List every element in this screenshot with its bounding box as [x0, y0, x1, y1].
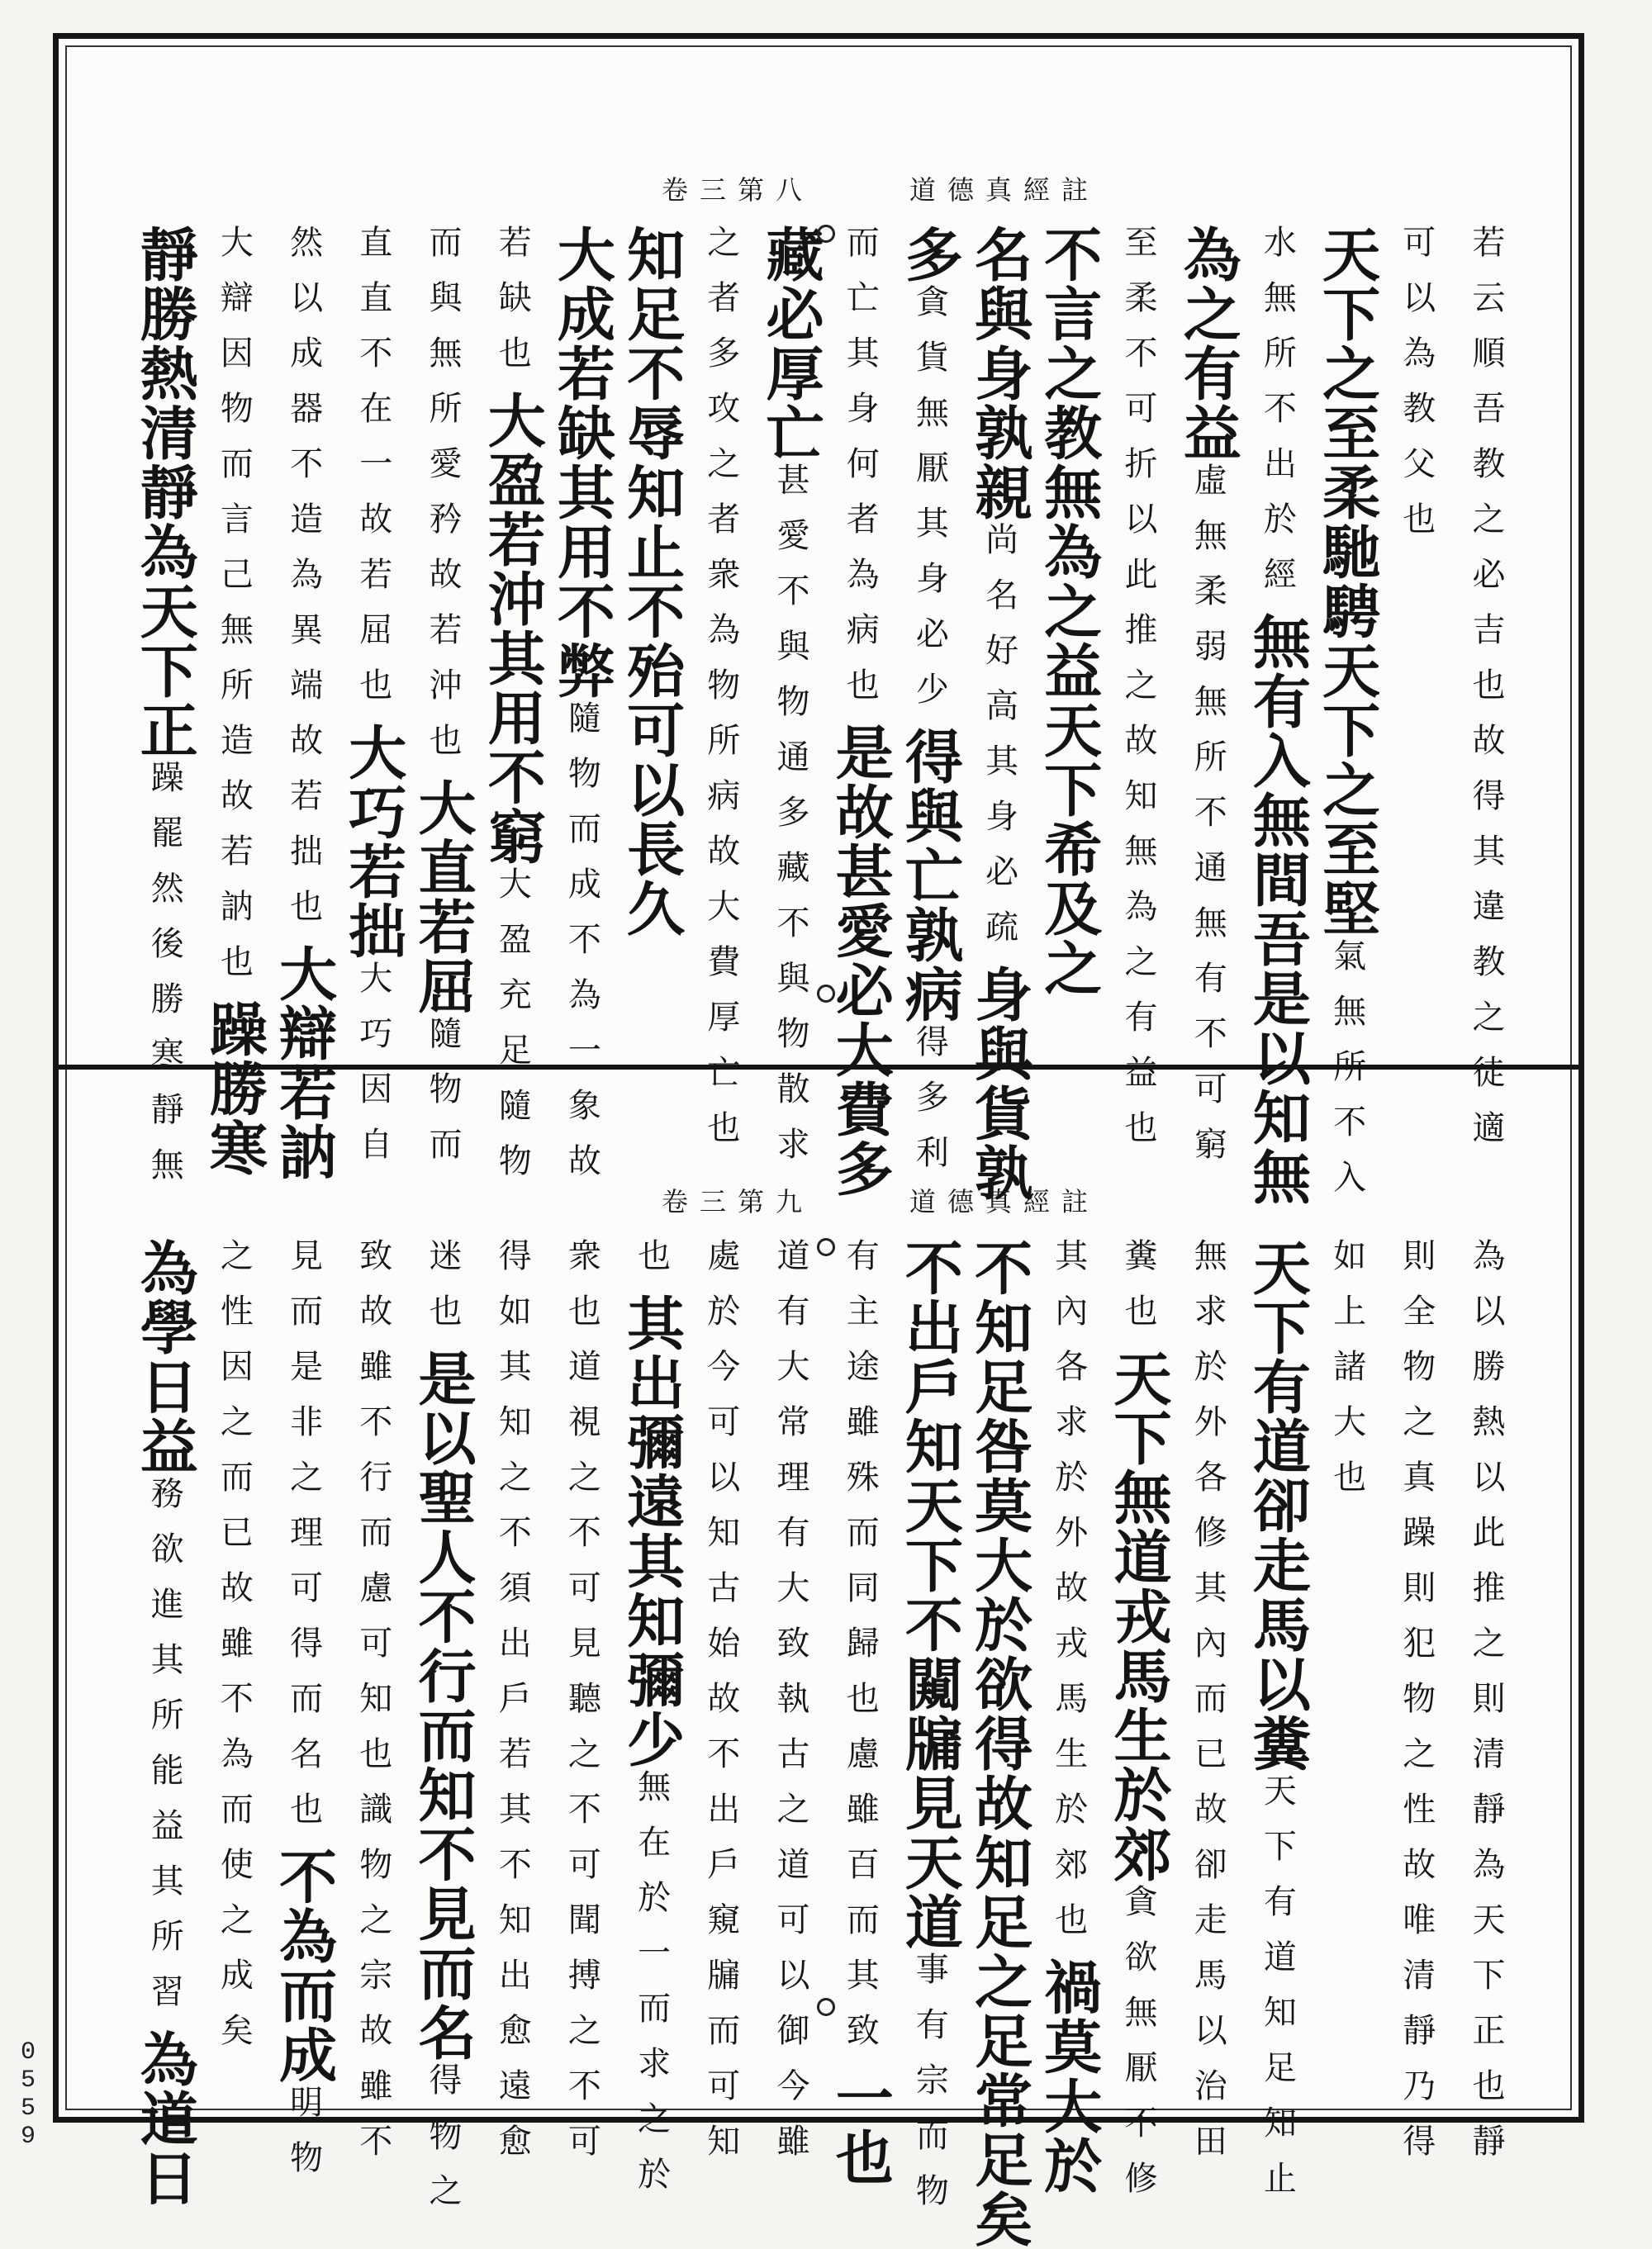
- main-text: 不為而成: [269, 1847, 339, 2085]
- bottom-text-column: [1242, 1238, 1313, 2216]
- top-text-column: [547, 225, 617, 1198]
- main-text: 躁勝寒: [200, 999, 269, 1178]
- commentary-text: 躁罷然後勝寒靜無: [145, 760, 184, 1203]
- main-text: 為之有益: [1174, 225, 1243, 463]
- main-text: 名與身孰親: [965, 225, 1034, 522]
- main-text: 天下有道卻走馬以糞: [1243, 1238, 1313, 1773]
- main-text: 為學日益: [131, 1238, 200, 1476]
- bottom-text-column: [1382, 1238, 1451, 2179]
- bottom-header-volume: 卷三第九: [662, 1186, 814, 1217]
- main-text: 多: [895, 225, 965, 284]
- commentary-text: 若云順吾教之必吉也故得其違教之徒適: [1466, 225, 1505, 1165]
- commentary-text: 衆也道視之不可見聽之不可聞搏之不可: [563, 1238, 601, 2179]
- top-text-column: [1104, 225, 1173, 1165]
- commentary-text: 處於今可以知古始故不出戶窺牖而可知: [701, 1238, 740, 2179]
- main-text: 不出戶知天下不闚牖見天道: [895, 1238, 965, 1952]
- top-text-column: [130, 225, 200, 1203]
- top-header-volume: 卷三第八: [662, 174, 814, 206]
- main-text: 為道日: [131, 2029, 200, 2208]
- bottom-text-column: [1312, 1238, 1381, 2068]
- section-circle-mark: [817, 1238, 835, 1256]
- commentary-text: 糞也: [1118, 1238, 1157, 1349]
- main-text: 大盈若沖其用不窮: [478, 391, 548, 866]
- commentary-text: 為以勝熱以此推之則清靜為天下正也靜: [1466, 1238, 1505, 2179]
- commentary-text: 得如其知之不須出戶若其不知出愈遠愈: [493, 1238, 532, 2179]
- main-text: 無有入無間吾是以知無: [1243, 612, 1313, 1207]
- bottom-text-column: [756, 1238, 825, 2179]
- main-text: 大成若缺其用不弊: [548, 225, 617, 700]
- commentary-text: 無在於一而求之於: [632, 1769, 671, 2212]
- main-text: 大巧若拙: [339, 723, 408, 961]
- bottom-text-column: [1104, 1238, 1173, 2216]
- page-number-digit: 5: [20, 2066, 36, 2095]
- main-text: 身與貨孰: [965, 965, 1034, 1203]
- bottom-text-column: [1034, 1238, 1104, 2195]
- commentary-text: 迷也: [423, 1238, 462, 1349]
- commentary-text: 道有大常理有大致執古之道可以御今雖: [771, 1238, 809, 2179]
- commentary-text: 之性因之而已故雖不為而使之成矣: [215, 1238, 254, 2068]
- top-text-column: [1382, 225, 1451, 1055]
- bottom-text-column: [408, 1238, 477, 2228]
- commentary-text: 隨物而成不為一象故: [563, 700, 601, 1198]
- commentary-text: 得物之: [423, 2062, 462, 2228]
- commentary-text: 虛無柔弱無所不通無有不可窮: [1189, 463, 1227, 1182]
- main-text: 天下之至柔馳騁天下之至堅: [1313, 225, 1382, 938]
- bottom-text-column: [477, 1238, 547, 2179]
- commentary-text: 有主途雖殊而同歸也慮雖百而其致: [841, 1238, 880, 2068]
- bottom-text-column: [686, 1238, 756, 2179]
- page-number-digit: 0: [20, 2038, 36, 2066]
- top-text-column: [199, 225, 269, 1178]
- main-text: 不言之教無為之益天下希及之: [1034, 225, 1104, 998]
- section-circle-mark: [817, 985, 835, 1003]
- top-text-column: [1451, 225, 1521, 1165]
- top-text-column: [408, 225, 477, 1182]
- top-text-column: [1173, 225, 1243, 1182]
- commentary-text: 得多利: [910, 1024, 949, 1190]
- top-header-title: 道德真經註: [909, 174, 1100, 206]
- commentary-text: 直直不在一故若屈也: [354, 225, 392, 723]
- commentary-text: 事有宗而物: [910, 1952, 949, 2228]
- page-number-digit: 9: [20, 2123, 36, 2151]
- top-text-column: [1242, 225, 1313, 1207]
- commentary-text: 隨物而: [423, 1016, 462, 1182]
- commentary-text: 若缺也: [493, 225, 532, 391]
- commentary-text: 其內各求於外故戎馬生於郊也: [1049, 1238, 1088, 1957]
- commentary-text: 貪貨無厭其身必少: [910, 284, 949, 727]
- commentary-text: 致故雖不行而慮可知也識物之宗故雖不: [354, 1238, 392, 2179]
- commentary-text: 大辯因物而言己無所造故若訥也: [215, 225, 254, 999]
- bottom-text-column: [130, 1238, 200, 2208]
- bottom-text-column: [825, 1238, 895, 2187]
- commentary-text: 務欲進其所能益其所習: [145, 1476, 184, 2029]
- bottom-text-column: [964, 1238, 1034, 2249]
- page-number-digit: 5: [20, 2095, 36, 2123]
- top-text-column: [964, 225, 1034, 1203]
- bottom-text-column: [1451, 1238, 1521, 2179]
- commentary-text: 氣無所不入: [1327, 938, 1366, 1215]
- top-text-column: [616, 225, 686, 1055]
- commentary-text: 而與無所愛矜故若沖也: [423, 225, 462, 778]
- main-text: 不知足咎莫大於欲得故知足之足常足矣: [965, 1238, 1034, 2249]
- main-text: 是故甚愛必大費多: [826, 723, 895, 1198]
- commentary-text: 也: [632, 1238, 671, 1293]
- main-text: 知足不辱知止不殆可以長久: [617, 225, 686, 938]
- section-circle-mark: [817, 225, 835, 243]
- top-text-column: [339, 225, 408, 1182]
- main-text: 藏必厚亡: [756, 225, 825, 463]
- main-text: 天下無道戎馬生於郊: [1104, 1349, 1173, 1884]
- commentary-text: 見而是非之理可得而名也: [284, 1238, 323, 1847]
- main-text: 大辯若訥: [269, 944, 339, 1182]
- commentary-text: 貪欲無厭不修: [1118, 1884, 1157, 2216]
- commentary-text: 之者多攻之者衆為物所病故大費厚亡也: [701, 225, 740, 1165]
- commentary-text: 則全物之真躁則犯物之性故唯清靜乃得: [1397, 1238, 1436, 2179]
- main-text: 是以聖人不行而知不見而名: [408, 1349, 477, 2062]
- commentary-text: 然以成器不造為異端故若拙也: [284, 225, 323, 944]
- commentary-text: 大盈充足隨物: [493, 866, 532, 1198]
- commentary-text: 如上諸大也: [1327, 1238, 1366, 1515]
- commentary-text: 大巧因自: [354, 961, 392, 1182]
- bottom-text-column: [339, 1238, 408, 2179]
- bottom-text-column: [1173, 1238, 1242, 2179]
- commentary-text: 水無所不出於經: [1258, 225, 1297, 612]
- main-text: 其出彌遠其知彌少: [617, 1293, 686, 1769]
- commentary-text: 可以為教父也: [1397, 225, 1436, 557]
- top-text-column: [686, 225, 756, 1165]
- top-text-column: [1034, 225, 1104, 1055]
- main-text: 一也: [826, 2068, 895, 2187]
- top-text-column: [1312, 225, 1382, 1215]
- bottom-header-title: 道德真經註: [909, 1186, 1100, 1217]
- commentary-text: 尚名好高其身必疏: [980, 522, 1018, 965]
- commentary-text: 明物: [284, 2085, 323, 2195]
- section-circle-mark: [817, 1998, 835, 2016]
- top-text-column: [756, 225, 825, 1182]
- commentary-text: 而亡其身何者為病也: [841, 225, 880, 723]
- bottom-text-column: [268, 1238, 339, 2195]
- commentary-text: 天下有道知足知止: [1258, 1773, 1297, 2216]
- bottom-text-column: [547, 1238, 616, 2179]
- top-text-column: [895, 225, 965, 1190]
- bottom-text-column: [616, 1238, 686, 2212]
- bottom-text-column: [199, 1238, 268, 2068]
- main-text: 靜勝熱清靜為天下正: [131, 225, 200, 760]
- commentary-text: 至柔不可折以此推之故知無為之有益也: [1118, 225, 1157, 1165]
- main-text: 禍莫大於: [1034, 1957, 1104, 2195]
- commentary-text: 無求於外各修其內而已故卻走馬以治田: [1189, 1238, 1227, 2179]
- top-text-column: [477, 225, 548, 1198]
- main-text: 大直若屈: [408, 778, 477, 1016]
- commentary-text: 甚愛不與物通多藏不與物散求: [771, 463, 809, 1182]
- top-text-column: [268, 225, 339, 1182]
- page-frame: [53, 33, 1584, 2249]
- top-text-column: [825, 225, 895, 1198]
- main-text: 得與亡孰病: [895, 727, 965, 1024]
- bottom-text-column: [895, 1238, 965, 2228]
